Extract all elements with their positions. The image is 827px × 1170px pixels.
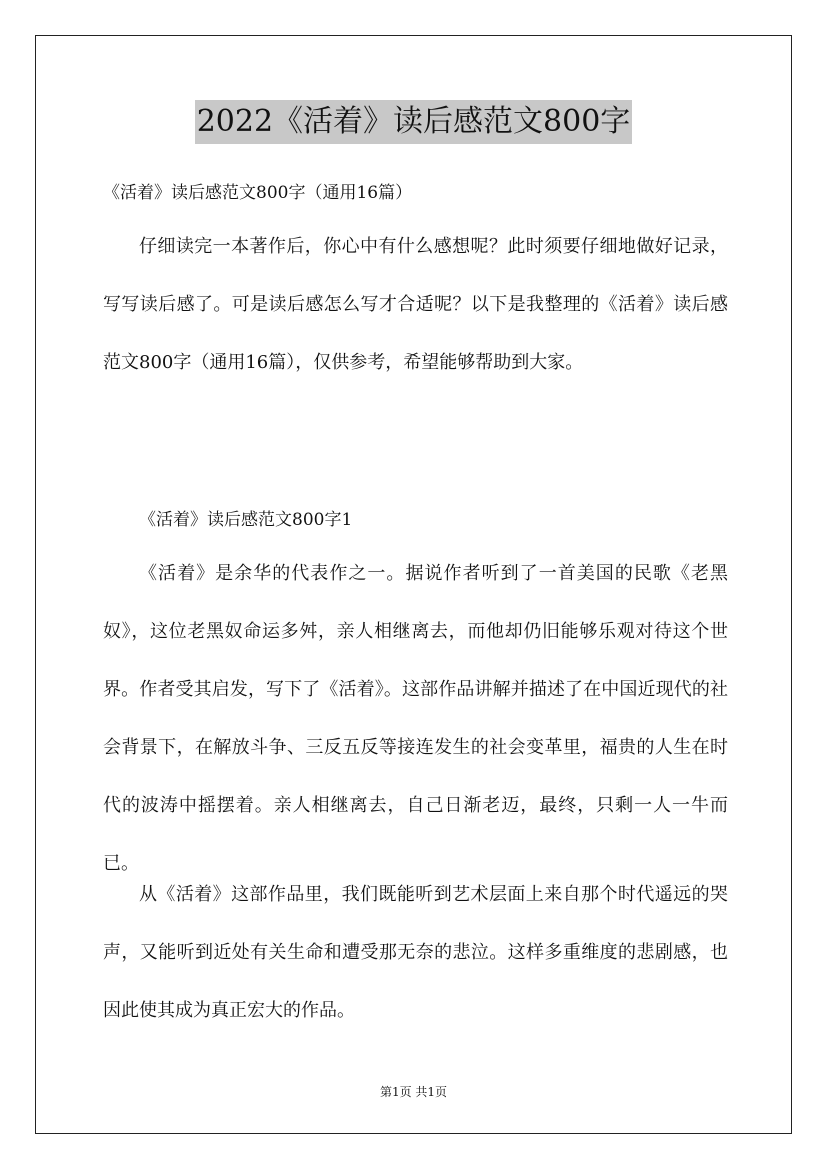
body-paragraph-1: 《活着》是余华的代表作之一。据说作者听到了一首美国的民歌《老黑奴》，这位老黑奴命运多舛，亲人相继离去，而他却仍旧能够乐观对待这个世界。作者受其启发，写下了《活着》。这部作品讲解并描述了在中国近现代的社会背景下，在解放斗争、三反五反等接连发生的社会变革里，福贵的人生在时代的波涛中摇摆着。亲人相继离去，自己日渐老迈，最终，只剩一人一牛而已。	[103, 563, 728, 874]
body-paragraph-2: 从《活着》这部作品里，我们既能听到艺术层面上来自那个时代遥远的哭声，又能听到近处有关生命和遭受那无奈的悲泣。这样多重维度的悲剧感，也因此使其成为真正宏大的作品。	[103, 884, 728, 1021]
document-title: 2022《活着》读后感范文800字	[195, 100, 633, 144]
document-subtitle: 《活着》读后感范文800字（通用16篇）	[103, 183, 413, 203]
intro-paragraph: 仔细读完一本著作后，你心中有什么感想呢？此时须要仔细地做好记录，写写读后感了。可是读后感怎么写才合适呢？以下是我整理的《活着》读后感范文800字（通用16篇），仅供参考，希望能够帮助到大家。	[103, 236, 728, 373]
page-footer: 第1页 共1页	[379, 1085, 448, 1099]
title-container	[0, 100, 827, 144]
section-heading: 《活着》读后感范文800字1	[139, 510, 353, 530]
